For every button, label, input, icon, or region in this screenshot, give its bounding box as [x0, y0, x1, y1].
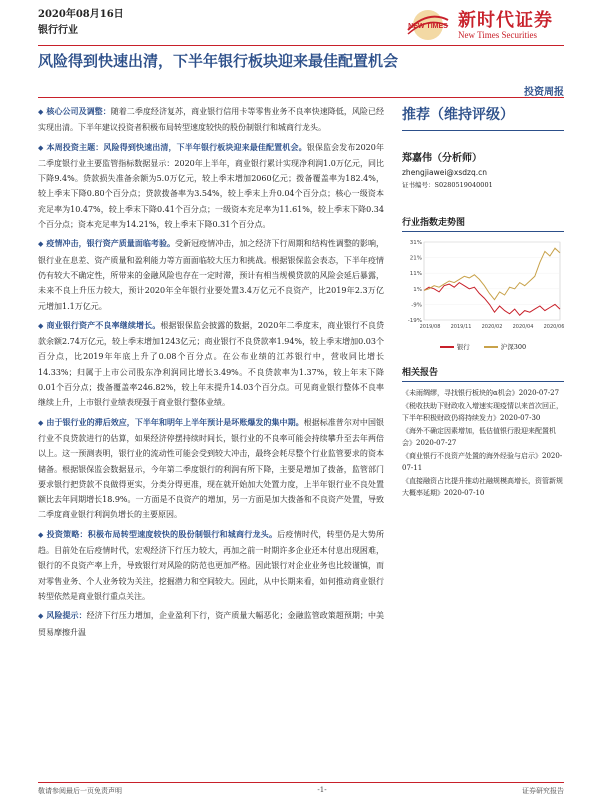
- rating-label: 推荐（维持评级）: [402, 107, 514, 123]
- logo-text: NEW TIMES: [408, 23, 448, 30]
- bullet-icon: ◆: [38, 108, 44, 116]
- bullet-icon: ◆: [38, 240, 44, 249]
- legend-label: 沪深300: [500, 343, 527, 351]
- paragraph: [38, 415, 384, 523]
- x-tick-label: 2020/06: [543, 324, 564, 330]
- paragraph-text: 根据银保监会披露的数据，2020年二季度末，商业银行不良贷款余额2.74万亿元，较上季末增加1243亿元；商业银行不良贷款率1.94%，较上季末增加0.03个百分点，比2019年年底上升了0.08个百分点。在公布业绩的江苏银行中，营收同比增长14.33%；归属于上市公司股东净利润同比增长3.49%。不良贷款率为1.37%，较上年末下降0.01个百分点；拨备覆盖率246.82%，较上年末提升14.03个百分点。可见商业银行整体不良率继续上升，上市银行业绩表现强于商业银行整体业绩。: [38, 320, 384, 408]
- disclaimer-note: 敬请参阅最后一页免责声明: [38, 787, 122, 795]
- bullet-icon: ◆: [38, 143, 44, 152]
- bullet-icon: ◆: [38, 530, 44, 539]
- bullet-icon: ◆: [38, 321, 44, 330]
- related-report-link[interactable]: 《商业银行不良资产处置的海外经验与启示》2020-07-11: [402, 452, 563, 472]
- brand-name-en: New Times Securities: [458, 30, 538, 40]
- legend-swatch: [484, 346, 498, 348]
- company-logo: [402, 6, 454, 44]
- bullet-icon: ◆: [38, 418, 44, 427]
- main-content: [38, 104, 384, 644]
- chart-legend: [402, 342, 564, 351]
- y-tick-label: 1%: [413, 286, 422, 293]
- paragraph-lead: 商业银行资产不良率继续增长。: [46, 319, 161, 330]
- analyst-name: 郑嘉伟（分析师）: [402, 153, 482, 164]
- report-title: 风险得到快速出清，下半年银行板块迎来最佳配置机会: [38, 52, 399, 70]
- paragraph-text: 随着二季度经济复苏，商业银行信用卡等零售业务不良率快速降低，风险已经实现出清。下半年建议投资者积极布局转型速度较快的股份制银行和城商行龙头。: [38, 107, 384, 133]
- paragraph-lead: 本周投资主题：风险得到快速出清，下半年银行板块迎来最佳配置机会。: [46, 141, 307, 152]
- header-divider: [38, 45, 564, 46]
- report-type: 投资周报: [524, 87, 564, 98]
- y-tick-label: -9%: [411, 302, 422, 309]
- paragraph-lead: 核心公司及调整：: [46, 106, 111, 116]
- paragraph: [38, 318, 384, 411]
- page-number: -1-: [317, 786, 327, 794]
- legend-label: 银行: [456, 343, 470, 351]
- chart-section-title: 行业指数走势图: [402, 215, 564, 232]
- related-report-link[interactable]: 《未雨绸缪，寻找银行板块的α机会》2020-07-27: [402, 389, 560, 397]
- paragraph-text: 后疫情时代，转型仍是大势所趋。目前处在后疫情时代，宏观经济下行压力较大，再加之前一时期许多企业还本付息出现困难，银行的不良资产率上升，导致银行对风险的防范也更加严格。因此银行对企业业务也比较谨慎，而对零售业务、个人业务较为关注，挖掘潜力和空间较大。因此，从中长期来看，如何推动商业银行转型依然是商业银行重点关注。: [38, 529, 384, 601]
- legend-item: [440, 342, 470, 351]
- related-reports-list: [402, 387, 564, 499]
- paragraph: [38, 527, 384, 604]
- index-trend-chart: [402, 236, 564, 336]
- paragraph: [38, 104, 384, 136]
- x-tick-label: 2020/02: [481, 324, 503, 330]
- paragraph-lead: 由于银行业的滞后效应，下半年和明年上半年预计是坏账爆发的集中期。: [46, 416, 304, 427]
- brand-name-cn: 新时代证券: [458, 10, 553, 31]
- paragraph-lead: 疫情冲击，银行资产质量面临考验。: [46, 238, 176, 249]
- legend-swatch: [440, 346, 454, 348]
- paragraph-text: 根据标准普尔对中国银行业不良贷款进行的估算，如果经济停摆持续时间长，银行业的不良率可能会持续攀升至去年两倍以上。这一预测表明，银行业的流动性可能会受到较大冲击，最终会耗尽整个行业监管要求的资本储备。根据银保监会数据显示，今年第二季度银行的利润有所下降，主要是增加了拨备，监管部门要求银行把贷款不良做得更实，分类分得更准，现在就开始加大处置力度，上半年银行业不良处置额比去年同期增长18.9%。一方面是不良资产的增加，另一方面是加大拨备和不良资产处置，导致二季度商业银行利润负增长的主要原因。: [38, 417, 385, 520]
- y-tick-label: -19%: [407, 318, 422, 324]
- series-line-bank: [424, 283, 560, 316]
- x-tick-label: 2020/04: [512, 324, 534, 330]
- sidebar: [402, 104, 564, 500]
- y-tick-label: 11%: [409, 271, 422, 278]
- legend-item: [484, 342, 526, 351]
- paragraph-lead: 风险提示：: [46, 610, 87, 621]
- x-tick-label: 2019/11: [450, 324, 472, 330]
- x-tick-label: 2019/08: [419, 324, 441, 330]
- rating-divider: [402, 130, 564, 131]
- paragraph: [38, 140, 384, 233]
- paragraph: [38, 236, 384, 313]
- paragraph-text: 银保监会发布2020年二季度银行业主要监管指标数据显示：2020年上半年，商业银行累计实现净利润1.0万亿元，同比下降9.4%。贷款损失准备余额为5.0万亿元，较上季末增加2060亿元；拨备覆盖率为182.4%，较上季末下降0.80个百分点；贷款拨备率为3.54%，较上季末上升0.04个百分点；核心一级资本充足率为10.47%，较上季末下降0.41个百分点；一级资本充足率为11.61%，较上季末下降0.34个百分点；资本充足率为14.21%，较上季末下降0.31个百分点。: [38, 142, 384, 230]
- related-report-link[interactable]: 《税收扶助下财政收入增速实现疫情以来首次回正，下半年积极财政仍将持续发力》2020-07-30: [402, 402, 563, 422]
- y-tick-label: 31%: [409, 240, 422, 246]
- y-tick-label: 21%: [409, 255, 422, 262]
- title-divider: [38, 97, 564, 98]
- analyst-email[interactable]: zhengjiawei@xsdzq.cn: [402, 168, 487, 177]
- paragraph: [38, 608, 384, 640]
- related-report-link[interactable]: 《直接融资占比提升推动社融规模高增长，资管新规大概率延期》2020-07-10: [402, 477, 563, 497]
- report-date: 2020年08月16日: [38, 9, 124, 20]
- bullet-icon: ◆: [38, 612, 44, 621]
- related-reports-title: 相关报告: [402, 365, 564, 382]
- paragraph-text: 经济下行压力增加，企业盈利下行，资产质量大幅恶化；金融监管政策超预期；中美贸易摩擦升温: [38, 611, 385, 637]
- paragraph-lead: 投资策略：积极布局转型速度较快的股份制银行和城商行龙头。: [46, 528, 278, 539]
- related-report-link[interactable]: 《海外不确定因素增加，低估值银行股迎来配置机会》2020-07-27: [402, 427, 556, 447]
- series-line-csi300: [424, 248, 560, 300]
- report-category: 证券研究报告: [522, 787, 564, 795]
- page-footer: [38, 782, 564, 796]
- analyst-cert: 证书编号：S0280519040001: [402, 181, 493, 189]
- paragraph-text: 受新冠疫情冲击，加之经济下行周期和结构性调整的影响，银行业在息差、资产质量和盈利能力等方面面临较大压力和挑战。根据银保监会表态，下半年疫情仍有较大不确定性，所带来的金融风险也存在一定时滞，预计有相当规模贷款的风险会延后暴露，未来不良上升压力较大，预计2020年全年银行业要处置3.4万亿元不良资产，比2019年2.3万亿元增加1.1万亿元。: [38, 239, 385, 311]
- industry-label: 银行行业: [38, 25, 78, 36]
